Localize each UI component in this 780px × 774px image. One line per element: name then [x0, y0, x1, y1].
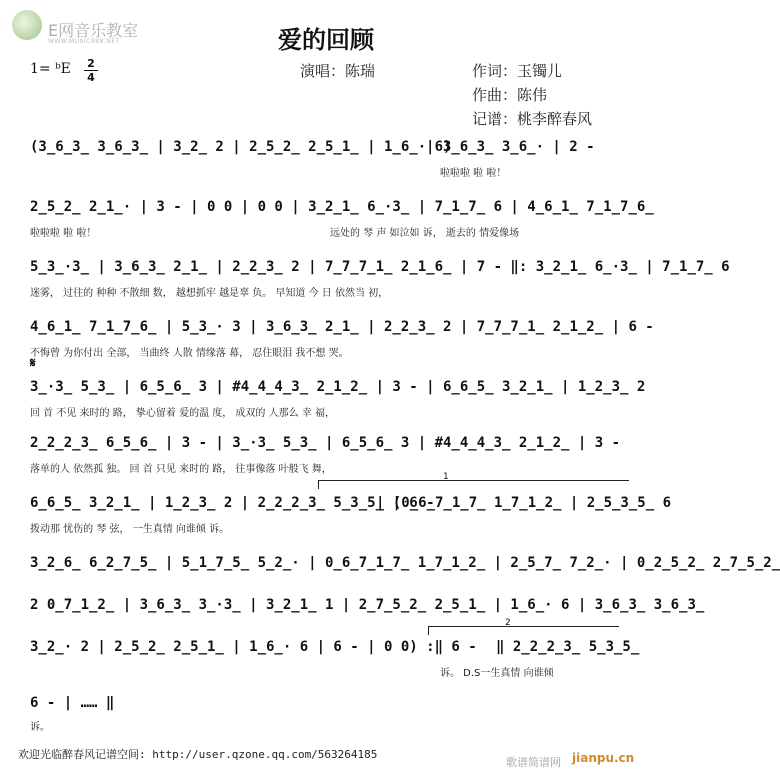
segno-mark: 𝄋	[30, 356, 36, 371]
first-ending-number: 1	[443, 472, 449, 482]
lyric-line: 落单的人 依然孤 独。 回 首 只见 来时的 路， 往事像落 叶般飞 舞，	[30, 464, 332, 475]
composer-credit: 作曲：陈伟	[472, 86, 548, 104]
first-ending-bracket	[318, 472, 629, 489]
lyric-line: 诉。	[30, 722, 50, 733]
song-title: 爱的回顾	[278, 25, 374, 54]
lyric-line: 啦啦啦 啦 啦！	[30, 228, 97, 239]
lyric-line: 拨动那 忧伤的 琴 弦， 一生真情 向谁倾 诉。	[30, 524, 230, 535]
time-signature-top: 2	[87, 57, 95, 70]
notation-segment: 2̲5̲2̲ 2̲1̲· | 3 - | 0 0 | 0 0 | 3̲2̲1̲ 6̲·3̲ | 7̲1̲7̲ 6 | 4̲6̲1̲ 7̲1̲7̲6̲	[30, 199, 654, 215]
key-signature: 1= ᵇE	[30, 61, 71, 77]
notation-segment: 3̲2̲6̲ 6̲2̲7̲5̲ | 5̲1̲7̲5̲ 5̲2̲· | 0̲6̲7̲1̲7̲ 1̲7̲1̲2̲ | 2̲5̲7̲ 7̲2̲· | 0̲2̲5̲2̲ 2̲7̲5̲2̲	[30, 555, 780, 571]
lyricist-credit: 作词：玉镯儿	[472, 62, 563, 80]
lyric-line: 回 首 不见 来时的 路， 挚心留着 爱的温 度， 成双的 人那么 幸 福，	[30, 408, 335, 419]
lyric-line: 远处的 琴 声 如泣如 诉， 逝去的 情爱像场	[330, 228, 520, 239]
logo-subtext: WWW.MUSIC988.NET	[48, 38, 120, 45]
second-ending-bracket	[428, 618, 619, 635]
notation-segment: 4̲6̲1̲ 7̲1̲7̲6̲ | 5̲3̲· 3 | 3̲6̲3̲ 2̲1̲ | 2̲2̲3̲ 2 | 7̲7̲7̲1̲ 2̲1̲2̲ | 6 -	[30, 319, 654, 335]
lyric-line: 迷雾， 过往的 种种 不散细 数， 越想抓牢 越是辜 负。 早知道 今 日 依然当 初，	[30, 288, 389, 299]
logo-text: E网音乐教室	[48, 21, 139, 40]
notation-segment: 2 0̲7̲1̲2̲ | 3̲6̲3̲ 3̲·3̲ | 3̲2̲1̲ 1 | 2̲7̲5̲2̲ 2̲5̲1̲ | 1̲6̲· 6 | 3̲6̲3̲ 3̲6̲3̲	[30, 597, 705, 613]
singer-credit: 演唱：陈瑞	[300, 62, 376, 80]
lyric-line: 啦啦啦 啦 啦！	[440, 168, 507, 179]
time-signature	[84, 58, 98, 83]
notation-segment: 6̲6̲5̲ 3̲2̲1̲ | 1̲2̲3̲ 2 | 2̲2̲2̲3̲ 5̲3̲5̲ | 6 -	[30, 495, 435, 511]
notation-segment: 5̲3̲·3̲ | 3̲6̲3̲ 2̲1̲ | 2̲2̲3̲ 2 | 7̲7̲7̲1̲ 2̲1̲6̲ | 7 - ‖: 3̲2̲1̲ 6̲·3̲ | 7̲1̲7̲ 6	[30, 259, 730, 275]
lyric-line: 不悔曾 为你付出 全部， 当曲终 人散 情缘落 幕， 忍住眼泪 我不想 哭。	[30, 348, 349, 359]
watermark-right: jianpu.cn	[572, 751, 635, 765]
notation-segment: (3̲6̲3̲ 3̲6̲3̲ | 3̲2̲ 2 | 2̲5̲2̲ 2̲5̲1̲ | 1̲6̲· 6)	[30, 139, 452, 155]
notation-segment: ‖ 2̲2̲2̲3̲ 5̲3̲5̲	[496, 639, 640, 655]
watermark-left: 歌谱简谱网	[506, 756, 561, 769]
notation-segment: 3̲·3̲ 5̲3̲ | 6̲5̲6̲ 3 | #4̲4̲4̲3̲ 2̲1̲2̲ | 3 - | 6̲6̲5̲ 3̲2̲1̲ | 1̲2̲3̲ 2	[30, 379, 646, 395]
notation-segment: | 3̲6̲3̲ 3̲6̲· | 2 -	[426, 139, 595, 155]
footer-credit: 欢迎光临醉春风记谱空间: http://user.qzone.qq.com/563264185	[18, 748, 378, 761]
notation-segment: 2̲2̲2̲3̲ 6̲5̲6̲ | 3 - | 3̲·3̲ 5̲3̲ | 6̲5̲6̲ 3 | #4̲4̲4̲3̲ 2̲1̲2̲ | 3 -	[30, 435, 621, 451]
notation-segment: 6 - | …… ‖	[30, 695, 115, 711]
transcriber-credit: 记谱：桃李醉春风	[472, 110, 593, 128]
notation-segment: 3̲2̲· 2 | 2̲5̲2̲ 2̲5̲1̲ | 1̲6̲· 6 | 6 - | 0 0) :‖ 6 -	[30, 639, 477, 655]
second-ending-number: 2	[505, 618, 511, 628]
lyric-line: 诉。 D.S一生真情 向谁倾	[440, 668, 554, 679]
time-signature-bottom: 4	[87, 71, 95, 84]
notation-segment: | (0̲6̲7̲1̲7̲ 1̲7̲1̲2̲ | 2̲5̲3̲5̲ 6	[376, 495, 672, 511]
